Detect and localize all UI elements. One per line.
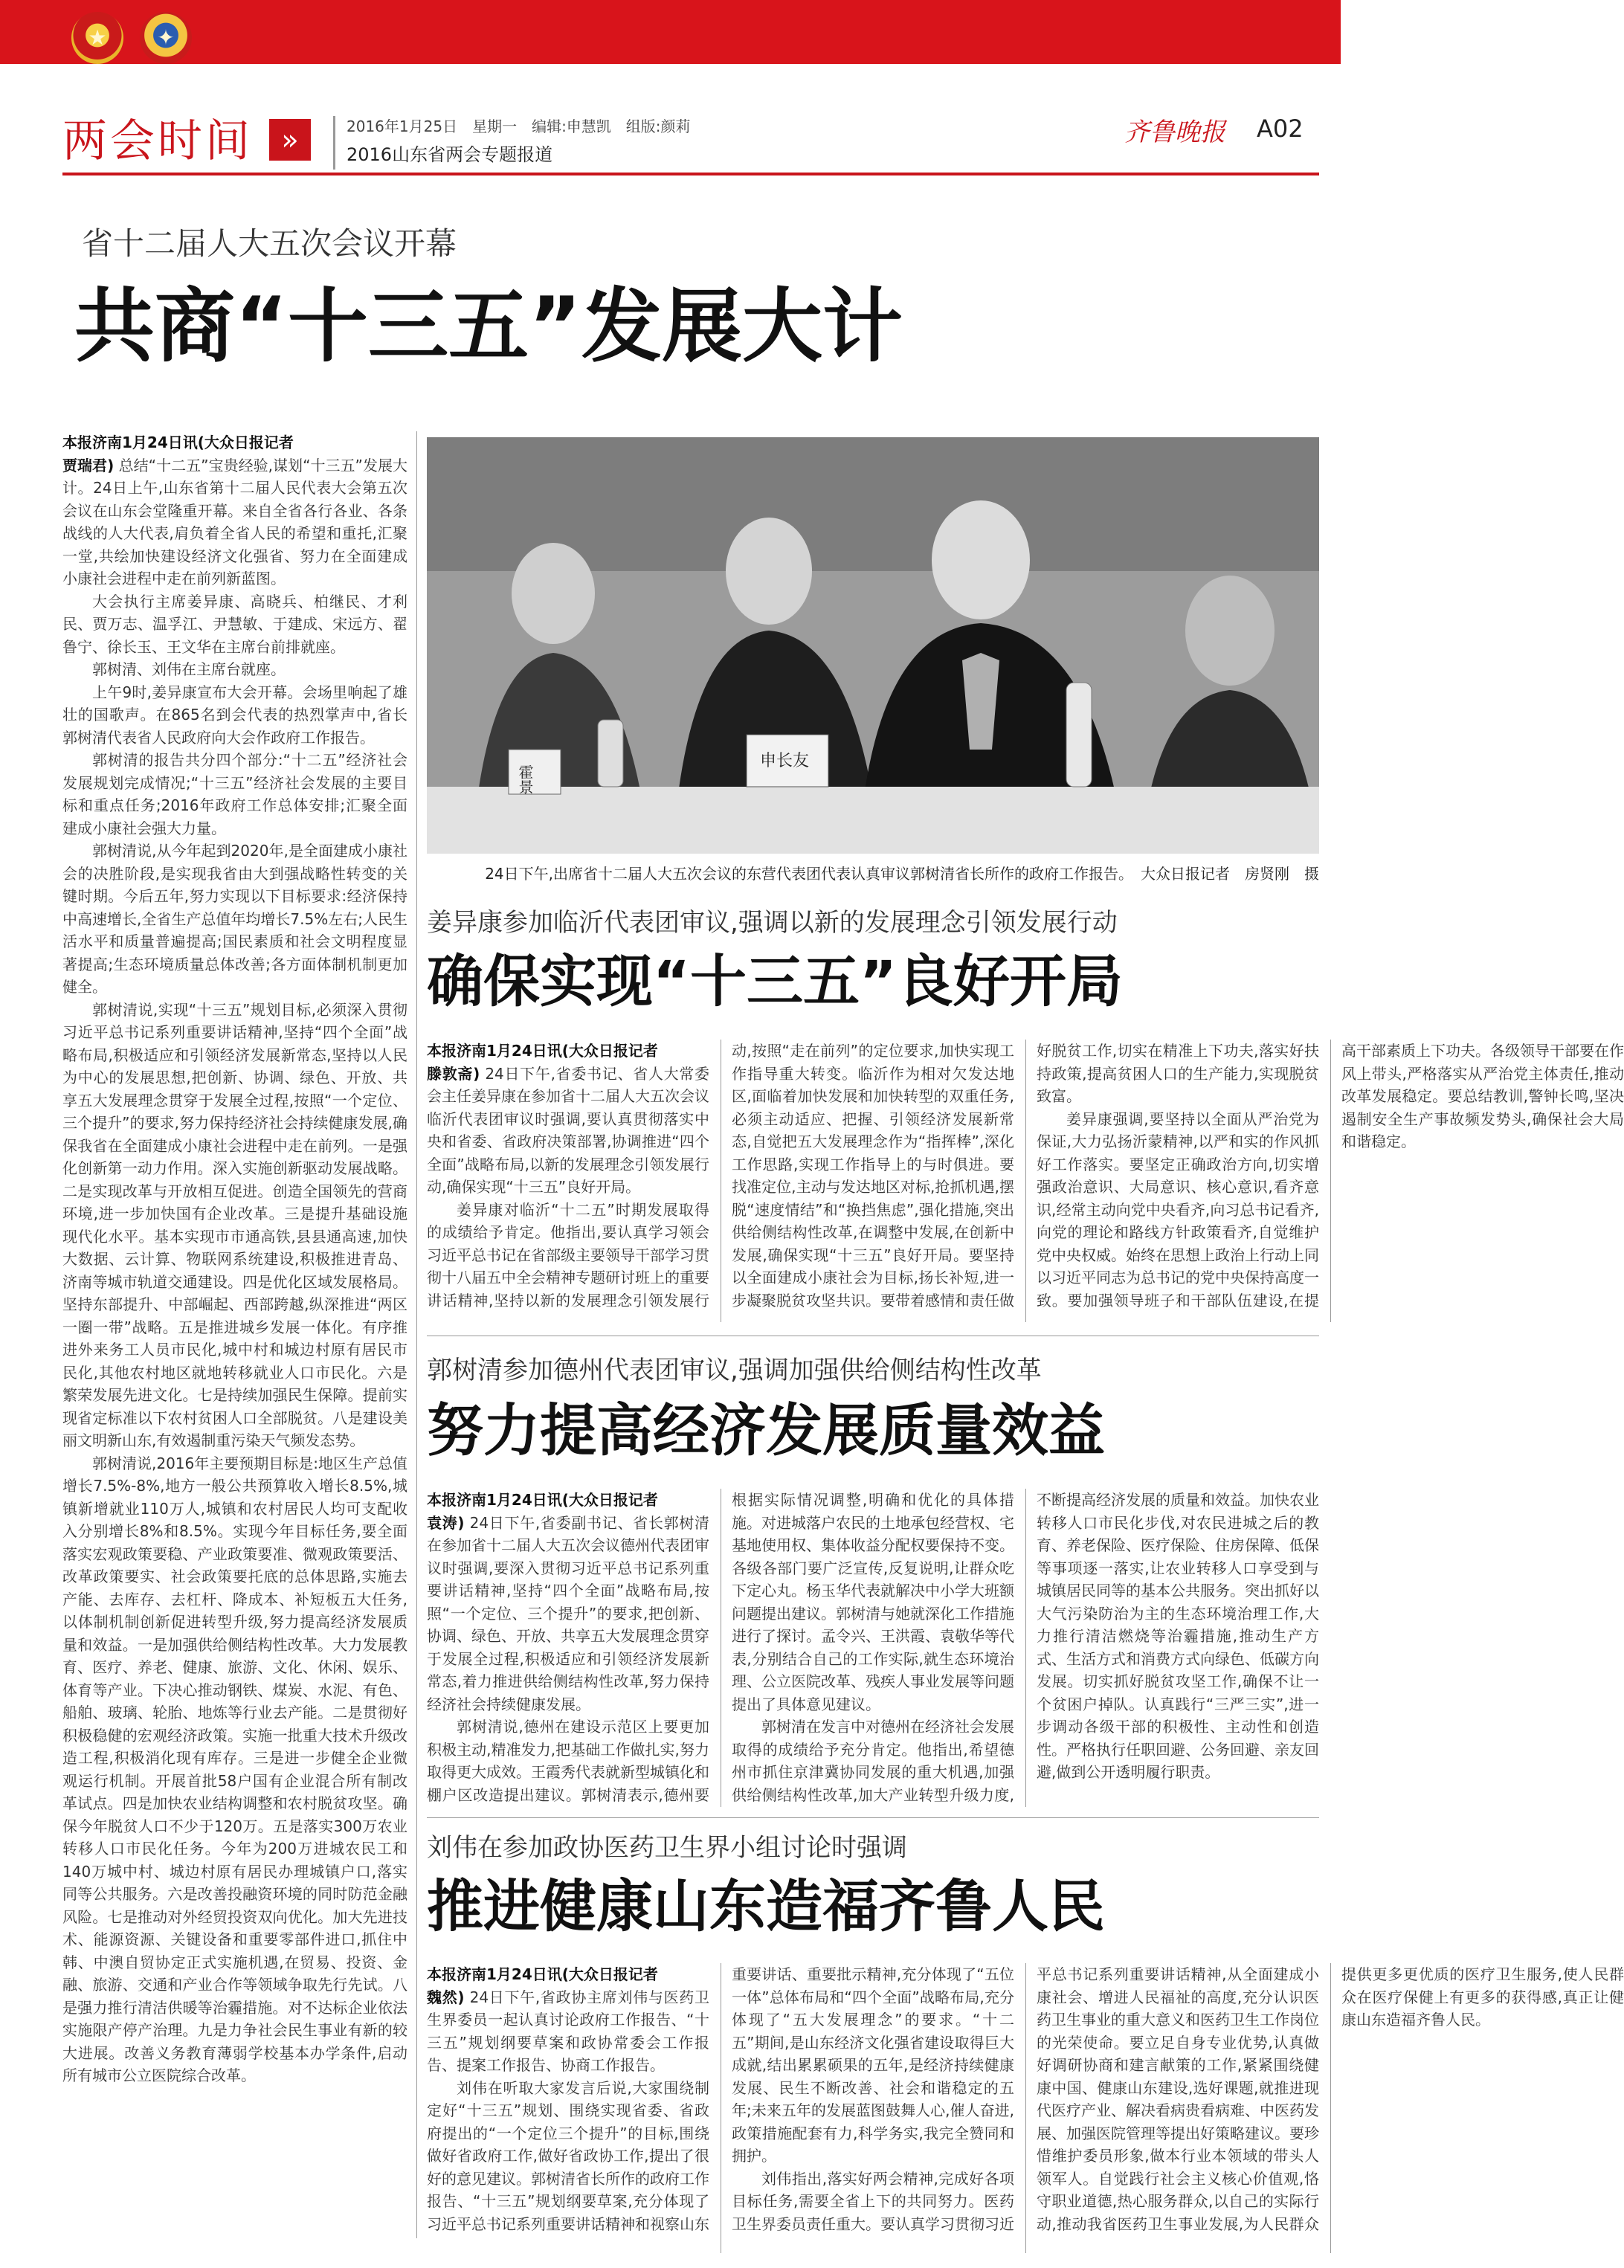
story4-reporter: 魏然) (427, 1988, 465, 2006)
paragraph: 姜异康对临沂“十二五”时期发展取得的成绩给予肯定。他指出,要认真学习领会习近平总书记在省部级主要领导干部学习贯彻十八届五中全会精神专题研讨班上的重要讲话精神,坚持以新的发展理念引领发展行动,按照“走在前列”的定位要求,加快实现工作指导重大转变。临沂作为相对欠发达地区,面临着加快发展和加快转型的双重任务,必须主动适应、把握、引领经济发展新常态,自觉把五大发展理念作为“指挥棒”,深化工作思路,实现工作指导上的与时俱进。要找准定位,主动与发达地区对标,抢抓机遇,摆脱“速度情结”和“换挡焦虑”,强化措施,突出供给侧结构性改革,在调整中发展,在创新中发展,确保实现“十三五”良好开局。要坚持以全面建成小康社会为目标,扬长补短,进一步凝聚脱贫攻坚共识。要带着感情和责任做好脱贫工作,切实在精准上下功夫,落实好扶持政策,提高贫困人口的生产能力,实现脱贫致富。 (427, 1042, 1319, 1309)
story4-headline: 推进健康山东造福齐鲁人民 (427, 1873, 1105, 1939)
newspaper-logo: 齐鲁晚报 (1124, 117, 1225, 147)
paragraph: 郭树清的报告共分四个部分:“十二五”经济社会发展规划完成情况;“十三五”经济社会发展的主要目标和重点任务;2016年政府工作总体安排;汇聚全面建成小康社会强大力量。 (62, 751, 407, 837)
news-photo (427, 437, 1319, 854)
paragraph: 大会执行主席姜异康、高晓兵、柏继民、才利民、贾万志、温孚江、尹慧敏、于建成、宋远方、翟鲁宁、徐长玉、王文华在主席台前排就座。 (62, 592, 407, 656)
column-divider (416, 431, 417, 2238)
story3-reporter: 袁涛) (427, 1513, 465, 1532)
paragraph: 24日下午,省政协主席刘伟与医药卫生界委员一起认真讨论政府工作报告、“十三五”规划纲要草案和政协常委会工作报告、提案工作报告、协商工作报告。 (427, 1988, 710, 2074)
paragraph: 24日下午,省委副书记、省长郭树清在参加省十二届人大五次会议德州代表团审议时强调,要深入贯彻习近平总书记系列重要讲话精神,坚持“四个全面”战略布局,按照“一个定位、三个提升”的要求,把创新、协调、绿色、开放、共享五大发展理念贯穿于发展全过程,积极适应和引领经济发展新常态,着力推进供给侧结构性改革,努力保持经济社会持续健康发展。 (427, 1513, 710, 1713)
paragraph: 郭树清说,德州在建设示范区上要更加积极主动,精准发力,把基础工作做扎实,努力取得更大成效。王霞秀代表就新型城镇化和棚户区改造提出建议。郭树清表示,德州要根据实际情况调整,明确和优化的具体措施。对进城落户农民的土地承包经营权、宅基地使用权、集体收益分配权要保持不变。各级各部门要广泛宣传,反复说明,让群众吃下定心丸。杨玉华代表就解决中小学大班额问题提出建议。郭树清与她就深化工作措施进行了探讨。孟令兴、王洪霞、袁敬华等代表,分别结合自己的工作实际,就生态环境治理、公立医院改革、残疾人事业发展等问题提出了具体意见建议。 (427, 1491, 1014, 1804)
photo-caption: 24日下午,出席省十二届人大五次会议的东营代表团代表认真审议郭树清省长所作的政府工作报告。 大众日报记者 房贤刚 摄 (485, 865, 1319, 883)
date-editor-line: 2016年1月25日 星期一 编辑:申慧凯 组版:颜莉 (347, 117, 691, 135)
meta-divider (333, 116, 335, 170)
story2-headline: 确保实现“十三五”良好开局 (427, 948, 1123, 1014)
nameplate: 申长友 (760, 752, 810, 770)
paragraph: 郭树清说,2016年主要预期目标是:地区生产总值增长7.5%-8%,地方一般公共预算收入增长8.5%,城镇新增就业110万人,城镇和农村居民人均可支配收入分别增长8%和8.5%。实现今年目标任务,要全面落实宏观政策要稳、产业政策要准、微观政策要活、改革政策要实、社会政策要托底的总体思路,实施去产能、去库存、去杠杆、降成本、补短板五大任务,以体制机制创新促进转型升级,努力提高经济发展质量和效益。一是加强供给侧结构性改革。大力发展教育、医疗、养老、健康、旅游、文化、休闲、娱乐、体育等产业。下决心推动钢铁、煤炭、水泥、有色、船舶、玻璃、轮胎、地炼等行业去产能。二是贯彻好积极稳健的宏观经济政策。实施一批重大技术升级改造工程,积极消化现有库存。三是进一步健全企业微观运行机制。开展首批58户国有企业混合所有制改革试点。四是加快农业结构调整和农村脱贫攻坚。确保今年脱贫人口不少于120万。五是落实300万农业转移人口市民化任务。今年为200万进城农民工和140万城中村、城边村原有居民办理城镇户口,落实同等公共服务。六是改善投融资环境的同时防范金融风险。七是推动对外经贸投资双向优化。加大先进技术、能源资源、关键设备和重要零部件进口,抓住中韩、中澳自贸协定正式实施机遇,在贸易、投资、金融、旅游、交通和产业合作等领域争取先行先试。八是强力推行清洁供暖等治霾措施。对不达标企业依法实施限产停产治理。九是力争社会民生事业有新的较大进展。改善义务教育薄弱学校基本办学条件,启动所有城市公立医院综合改革。 (62, 1454, 407, 2084)
photo-illustration (427, 437, 1319, 854)
paragraph: 刘伟在听取大家发言后说,大家围绕制定好“十三五”规划、围绕实现省委、省政府提出的“一个定位三个提升”的目标,围绕做好省政府工作,做好省政协工作,提出了很好的意见建议。郭树清省长所作的政府工作报告、“十三五”规划纲要草案,充分体现了习近平总书记系列重要讲话精神和视察山东重要讲话、重要批示精神,充分体现了“五位一体”总体布局和“四个全面”战略布局,充分体现了“五大发展理念”的要求。“十二五”期间,是山东经济文化强省建设取得巨大成就,结出累累硕果的五年,是经济持续健康发展、民生不断改善、社会和谐稳定的五年;未来五年的发展蓝图鼓舞人心,催人奋进,政策措施配套有力,科学务实,我完全赞同和拥护。 (427, 1965, 1014, 2233)
story3-dateline: 本报济南1月24日讯(大众日报记者 (427, 1491, 658, 1509)
section-title: 两会时间 (62, 115, 253, 167)
national-emblem-icon: ★ (71, 12, 123, 64)
story4-kicker: 刘伟在参加政协医药卫生界小组讨论时强调 (427, 1833, 907, 1863)
paragraph: 郭树清说,从今年起到2020年,是全面建成小康社会的决胜阶段,是实现我省由大到强战略性转变的关键时期。今后五年,努力实现以下目标要求:经济保持中高速增长,全省生产总值年均增长7.5%左右;人民生活水平和质量普遍提高;国民素质和社会文明程度显著提高;生态环境质量总体改善;各方面体制机制更加健全。 (62, 842, 407, 996)
story2-reporter: 滕敦斋) (427, 1064, 480, 1083)
paragraph: 上午9时,姜异康宣布大会开幕。会场里响起了雄壮的国歌声。在865名到会代表的热烈掌声中,省长郭树清代表省人民政府向大会作政府工作报告。 (62, 683, 407, 747)
paragraph: 24日下午,省委书记、省人大常委会主任姜异康在参加省十二届人大五次会议临沂代表团审议时强调,要认真贯彻落实中央和省委、省政府决策部署,协调推进“四个全面”战略布局,以新的发展理念引领发展行动,确保实现“十三五”良好开局。 (427, 1064, 710, 1196)
lead-reporter: 贾瑞君) (62, 456, 115, 474)
cppcc-emblem-icon: ✦ (140, 12, 192, 64)
story4-body (427, 1963, 1624, 2253)
story2-kicker: 姜异康参加临沂代表团审议,强调以新的发展理念引领发展行动 (427, 908, 1118, 938)
nameplate: 霍景 (516, 764, 534, 794)
paragraph: 郭树清、刘伟在主席台就座。 (92, 660, 286, 678)
story3-headline: 努力提高经济发展质量效益 (427, 1397, 1105, 1463)
top-banner (0, 0, 1341, 107)
story4-dateline: 本报济南1月24日讯(大众日报记者 (427, 1965, 658, 1983)
paragraph: 刘伟指出,落实好两会精神,完成好各项目标任务,需要全省上下的共同努力。医药卫生界委员责任重大。要认真学习贯彻习近平总书记系列重要讲话精神,从全面建成小康社会、增进人民福祉的高度,充分认识医药卫生事业的重大意义和医药卫生工作岗位的光荣使命。要立足自身专业优势,认真做好调研协商和建言献策的工作,紧紧围绕健康中国、健康山东建设,选好课题,就推进现代医疗产业、解决看病贵看病难、中医药发展、加强医院管理等提出好策略建议。要珍惜维护委员形象,做本行业本领域的带头人领军人。自觉践行社会主义核心价值观,恪守职业道德,热心服务群众,以自己的实际行动,推动我省医药卫生事业发展,为人民群众提供更多更优质的医疗卫生服务,使人民群众在医疗保健上有更多的获得感,真正让健康山东造福齐鲁人民。 (732, 1965, 1624, 2233)
paragraph: 总结“十二五”宝贵经验,谋划“十三五”发展大计。24日上午,山东省第十二届人民代表大会第五次会议在山东会堂隆重开幕。来自全省各行各业、各条战线的人大代表,肩负着全省人民的希望和重托,汇聚一堂,共绘加快建设经济文化强省、努力在全面建成小康社会进程中走在前列新蓝图。 (62, 456, 408, 587)
paragraph: 郭树清说,实现“十三五”规划目标,必须深入贯彻习近平总书记系列重要讲话精神,坚持“四个全面”战略布局,积极适应和引领经济发展新常态,坚持以人民为中心的发展思想,把创新、协调、绿色、开放、共享五大发展理念贯穿于发展全过程,按照“一个定位、三个提升”的要求,努力保持经济社会持续健康发展,确保我省在全面建成小康社会进程中走在前列。一是强化创新第一动力作用。深入实施创新驱动发展战略。二是实现改革与开放相互促进。创造全国领先的营商环境,进一步加快国有企业改革。三是提升基础设施现代化水平。基本实现市市通高铁,县县通高速,加快大数据、云计算、物联网系统建设,积极推进青岛、济南等城市轨道交通建设。四是优化区域发展格局。坚持东部提升、中部崛起、西部跨越,纵深推进“两区一圈一带”战略。五是推进城乡发展一体化。有序推进外来务工人员市民化,城中村和城边村原有居民市民化,其他农村地区就地转移就业人口市民化。六是繁荣发展先进文化。七是持续加强民生保障。提前实现省定标准以下农村贫困人口全部脱贫。八是建设美丽文明新山东,有效遏制重污染天气频发态势。 (62, 1000, 407, 1449)
story2-body (427, 1040, 1624, 1322)
page-number: A02 (1257, 115, 1304, 143)
section-divider (427, 1817, 1319, 1818)
story3-body (427, 1489, 1319, 1807)
story2-dateline: 本报济南1月24日讯(大众日报记者 (427, 1042, 658, 1060)
lead-headline: 共商“十三五”发展大计 (74, 280, 903, 373)
paragraph: 郭树清在发言中对德州在经济社会发展取得的成绩给予充分肯定。他指出,希望德州市抓住京津冀协同发展的重大机遇,加强供给侧结构性改革,加大产业转型升级力度,不断提高经济发展的质量和效益。加快农业转移人口市民化步伐,对农民进城之后的教育、养老保险、医疗保险、住房保障、低保等事项逐一落实,让农业转移人口享受到与城镇居民同等的基本公共服务。突出抓好以大气污染防治为主的生态环境治理工作,大力推行清洁燃烧等治霾措施,推动生产方式、生活方式和消费方式向绿色、低碳方向发展。切实抓好脱贫攻坚工作,确保不让一个贫困户掉队。认真践行“三严三实”,进一步调动各级干部的积极性、主动性和创造性。严格执行任职回避、公务回避、亲友回避,做到公开透明履行职责。 (732, 1491, 1319, 1804)
header-rule (62, 173, 1319, 175)
special-report-label: 2016山东省两会专题报道 (347, 144, 553, 165)
paragraph: 姜异康强调,要坚持以全面从严治党为保证,大力弘扬沂蒙精神,以严和实的作风抓好工作落实。要坚定正确政治方向,切实增强政治意识、大局意识、核心意识,看齐意识,经常主动向党中央看齐,向习总书记看齐,向党的理论和路线方针政策看齐,自觉维护党中央权威。始终在思想上政治上行动上同以习近平同志为总书记的党中央保持高度一致。要加强领导班子和干部队伍建设,在提高干部素质上下功夫。各级领导干部要在作风上带头,严格落实从严治党主体责任,推动改革发展稳定。要总结教训,警钟长鸣,坚决遏制安全生产事故频发势头,确保社会大局和谐稳定。 (1037, 1042, 1624, 1309)
lead-kicker: 省十二届人大五次会议开幕 (82, 225, 457, 262)
lead-dateline: 本报济南1月24日讯(大众日报记者 (62, 434, 294, 451)
story3-kicker: 郭树清参加德州代表团审议,强调加强供给侧结构性改革 (427, 1356, 1042, 1385)
lead-article-body (62, 431, 407, 2238)
red-band (0, 0, 1341, 64)
double-chevron-icon: » (269, 119, 311, 161)
